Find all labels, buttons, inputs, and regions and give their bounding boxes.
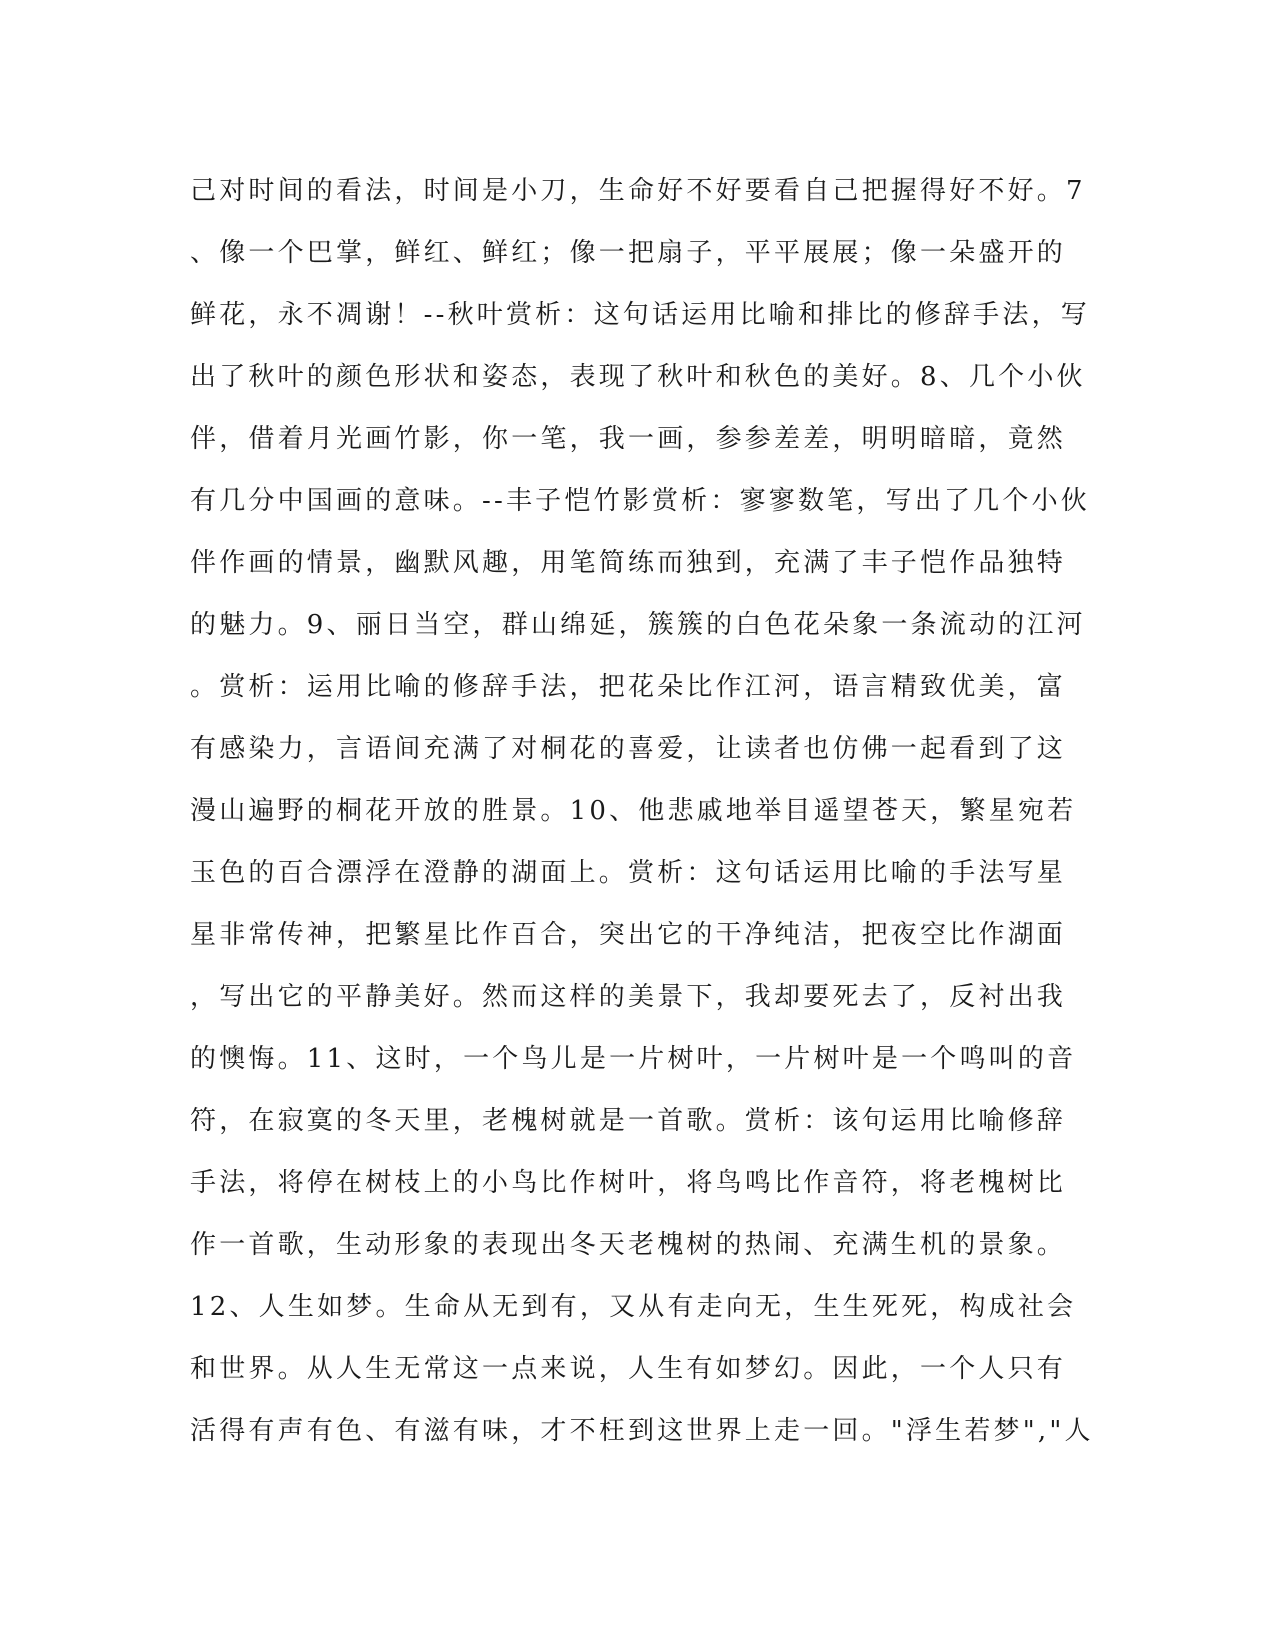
- text-line: ，写出它的平静美好。然而这样的美景下，我却要死去了，反衬出我: [190, 982, 1067, 1012]
- text-line: 的懊悔。11、这时，一个鸟儿是一片树叶，一片树叶是一个鸣叫的音: [190, 1044, 1077, 1074]
- text-line: 手法，将停在树枝上的小鸟比作树叶，将鸟鸣比作音符，将老槐树比: [190, 1168, 1067, 1198]
- text-line: 符，在寂寞的冬天里，老槐树就是一首歌。赏析：该句运用比喻修辞: [190, 1106, 1067, 1136]
- text-line: 、像一个巴掌，鲜红、鲜红；像一把扇子，平平展展；像一朵盛开的: [190, 238, 1067, 268]
- text-line: 的魅力。9、丽日当空，群山绵延，簇簇的白色花朵象一条流动的江河: [190, 610, 1086, 640]
- text-line: 漫山遍野的桐花开放的胜景。10、他悲戚地举目遥望苍天，繁星宛若: [190, 796, 1077, 826]
- text-line: 玉色的百合漂浮在澄静的湖面上。赏析：这句话运用比喻的手法写星: [190, 858, 1067, 888]
- text-line: 作一首歌，生动形象的表现出冬天老槐树的热闹、充满生机的景象。: [190, 1230, 1067, 1260]
- text-line: 伴作画的情景，幽默风趣，用笔简练而独到，充满了丰子恺作品独特: [190, 548, 1067, 578]
- text-line: 和世界。从人生无常这一点来说，人生有如梦幻。因此，一个人只有: [190, 1354, 1067, 1384]
- text-line: 伴，借着月光画竹影，你一笔，我一画，参参差差，明明暗暗，竟然: [190, 424, 1067, 454]
- text-line: 星非常传神，把繁星比作百合，突出它的干净纯洁，把夜空比作湖面: [190, 920, 1067, 950]
- text-line: 活得有声有色、有滋有味，才不枉到这世界上走一回。"浮生若梦","人: [190, 1416, 1094, 1446]
- text-line: 己对时间的看法，时间是小刀，生命好不好要看自己把握得好不好。7: [190, 176, 1086, 206]
- text-line: 有感染力，言语间充满了对桐花的喜爱，让读者也仿佛一起看到了这: [190, 734, 1067, 764]
- text-line: 出了秋叶的颜色形状和姿态，表现了秋叶和秋色的美好。8、几个小伙: [190, 362, 1086, 392]
- text-line: 。赏析：运用比喻的修辞手法，把花朵比作江河，语言精致优美，富: [190, 672, 1067, 702]
- text-line: 有几分中国画的意味。--丰子恺竹影赏析：寥寥数笔，写出了几个小伙: [190, 486, 1090, 516]
- text-line: 鲜花，永不凋谢！--秋叶赏析：这句话运用比喻和排比的修辞手法，写: [190, 300, 1090, 330]
- text-line: 12、人生如梦。生命从无到有，又从有走向无，生生死死，构成社会: [190, 1292, 1077, 1322]
- body-text: [190, 160, 1094, 1462]
